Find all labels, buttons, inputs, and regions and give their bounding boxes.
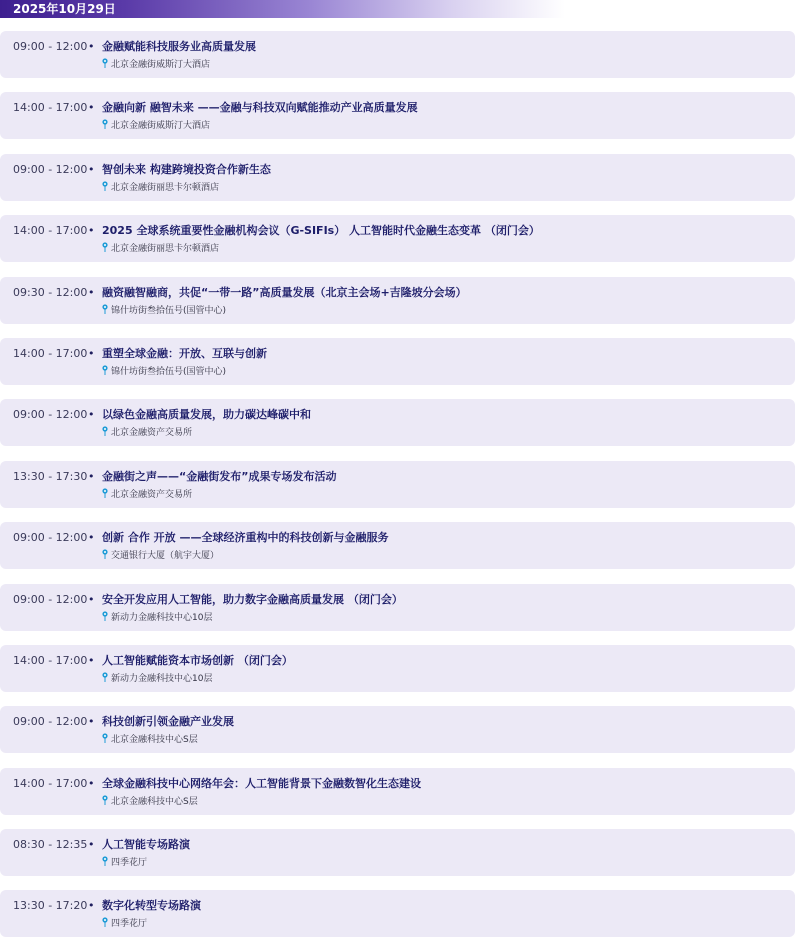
session-time: 14:00 - 17:00 <box>13 101 88 115</box>
session-title[interactable]: 金融街之声——“金融街发布”成果专场发布活动 <box>102 469 337 483</box>
session-time: 09:00 - 12:00 <box>13 408 88 422</box>
session-card[interactable] <box>0 92 795 139</box>
session-card[interactable] <box>0 31 795 78</box>
location-pin-icon <box>102 488 108 499</box>
session-card[interactable] <box>0 215 795 262</box>
session-venue: 北京金融街威斯汀大酒店 <box>102 58 210 71</box>
session-venue: 北京金融街威斯汀大酒店 <box>102 119 210 132</box>
session-card[interactable] <box>0 829 795 876</box>
location-pin-icon <box>102 611 108 622</box>
session-title[interactable]: 科技创新引领金融产业发展 <box>102 715 234 729</box>
session-card[interactable] <box>0 277 795 324</box>
session-time: 14:00 - 17:00 <box>13 224 88 238</box>
session-venue: 北京金融街丽思卡尔顿酒店 <box>102 242 219 255</box>
session-title[interactable]: 人工智能专场路演 <box>102 838 190 852</box>
session-venue: 北京金融科技中心S层 <box>102 733 198 746</box>
bullet: • <box>88 899 95 913</box>
location-pin-icon <box>102 304 108 315</box>
session-title[interactable]: 金融赋能科技服务业高质量发展 <box>102 40 256 53</box>
location-pin-icon <box>102 856 108 867</box>
location-pin-icon <box>102 58 108 69</box>
session-venue: 四季花厅 <box>102 856 147 869</box>
location-pin-icon <box>102 549 108 560</box>
session-title[interactable]: 以绿色金融高质量发展，助力碳达峰碳中和 <box>102 408 311 422</box>
session-card[interactable] <box>0 890 795 937</box>
session-venue: 新动力金融科技中心10层 <box>102 611 212 624</box>
session-card[interactable] <box>0 706 795 753</box>
location-pin-icon <box>102 365 108 376</box>
session-time: 09:00 - 12:00 <box>13 40 88 53</box>
session-title[interactable]: 创新 合作 开放 ——全球经济重构中的科技创新与金融服务 <box>102 531 389 545</box>
session-venue: 锦什坊街叁拾伍号(国管中心) <box>102 365 226 378</box>
session-title[interactable]: 数字化转型专场路演 <box>102 899 201 913</box>
bullet: • <box>88 715 95 729</box>
bullet: • <box>88 653 95 667</box>
bullet: • <box>88 469 95 483</box>
bullet: • <box>88 408 95 422</box>
location-pin-icon <box>102 795 108 806</box>
session-card[interactable] <box>0 338 795 385</box>
session-card[interactable] <box>0 154 795 201</box>
session-time: 09:30 - 12:00 <box>13 285 88 299</box>
session-title[interactable]: 智创未来 构建跨境投资合作新生态 <box>102 162 271 176</box>
session-venue: 交通银行大厦（航宇大厦） <box>102 549 219 562</box>
location-pin-icon <box>102 426 108 437</box>
bullet: • <box>88 592 95 606</box>
bullet: • <box>88 531 95 545</box>
location-pin-icon <box>102 672 108 683</box>
session-time: 13:30 - 17:20 <box>13 899 88 913</box>
bullet: • <box>88 346 95 360</box>
bullet: • <box>88 838 95 852</box>
bullet: • <box>88 162 95 176</box>
session-venue: 北京金融资产交易所 <box>102 488 192 501</box>
bullet: • <box>88 40 95 53</box>
session-title[interactable]: 重塑全球金融：开放、互联与创新 <box>102 346 267 360</box>
session-time: 14:00 - 17:00 <box>13 653 88 667</box>
session-card[interactable] <box>0 768 795 815</box>
session-title[interactable]: 金融向新 融智未来 ——金融与科技双向赋能推动产业高质量发展 <box>102 101 418 115</box>
session-card[interactable] <box>0 584 795 631</box>
location-pin-icon <box>102 733 108 744</box>
session-time: 13:30 - 17:30 <box>13 469 88 483</box>
session-time: 09:00 - 12:00 <box>13 592 88 606</box>
bullet: • <box>88 285 95 299</box>
session-venue: 北京金融科技中心S层 <box>102 795 198 808</box>
session-card[interactable] <box>0 645 795 692</box>
session-title[interactable]: 全球金融科技中心网络年会：人工智能背景下金融数智化生态建设 <box>102 776 421 790</box>
session-time: 14:00 - 17:00 <box>13 346 88 360</box>
session-time: 09:00 - 12:00 <box>13 715 88 729</box>
session-venue: 四季花厅 <box>102 917 147 930</box>
bullet: • <box>88 776 95 790</box>
session-title[interactable]: 安全开发应用人工智能，助力数字金融高质量发展 （闭门会） <box>102 592 403 606</box>
date-label: 2025年10月29日 <box>13 2 116 16</box>
session-time: 09:00 - 12:00 <box>13 162 88 176</box>
session-time: 08:30 - 12:35 <box>13 838 88 852</box>
session-card[interactable] <box>0 399 795 446</box>
session-venue: 北京金融资产交易所 <box>102 426 192 439</box>
session-title[interactable]: 人工智能赋能资本市场创新 （闭门会） <box>102 653 293 667</box>
session-venue: 新动力金融科技中心10层 <box>102 672 212 685</box>
session-venue: 北京金融街丽思卡尔顿酒店 <box>102 181 219 194</box>
session-time: 09:00 - 12:00 <box>13 531 88 545</box>
location-pin-icon <box>102 242 108 253</box>
location-pin-icon <box>102 181 108 192</box>
session-venue: 锦什坊街叁拾伍号(国管中心) <box>102 304 226 317</box>
session-title[interactable]: 2025 全球系统重要性金融机构会议（G-SIFIs） 人工智能时代金融生态变革 （闭门会） <box>102 224 540 238</box>
session-time: 14:00 - 17:00 <box>13 776 88 790</box>
session-card[interactable] <box>0 461 795 508</box>
session-card[interactable] <box>0 522 795 569</box>
session-title[interactable]: 融资融智融商，共促“一带一路”高质量发展（北京主会场+吉隆坡分会场） <box>102 285 467 299</box>
bullet: • <box>88 101 95 115</box>
location-pin-icon <box>102 917 108 928</box>
location-pin-icon <box>102 119 108 130</box>
bullet: • <box>88 224 95 238</box>
session-list <box>0 31 795 952</box>
date-header <box>0 0 565 18</box>
